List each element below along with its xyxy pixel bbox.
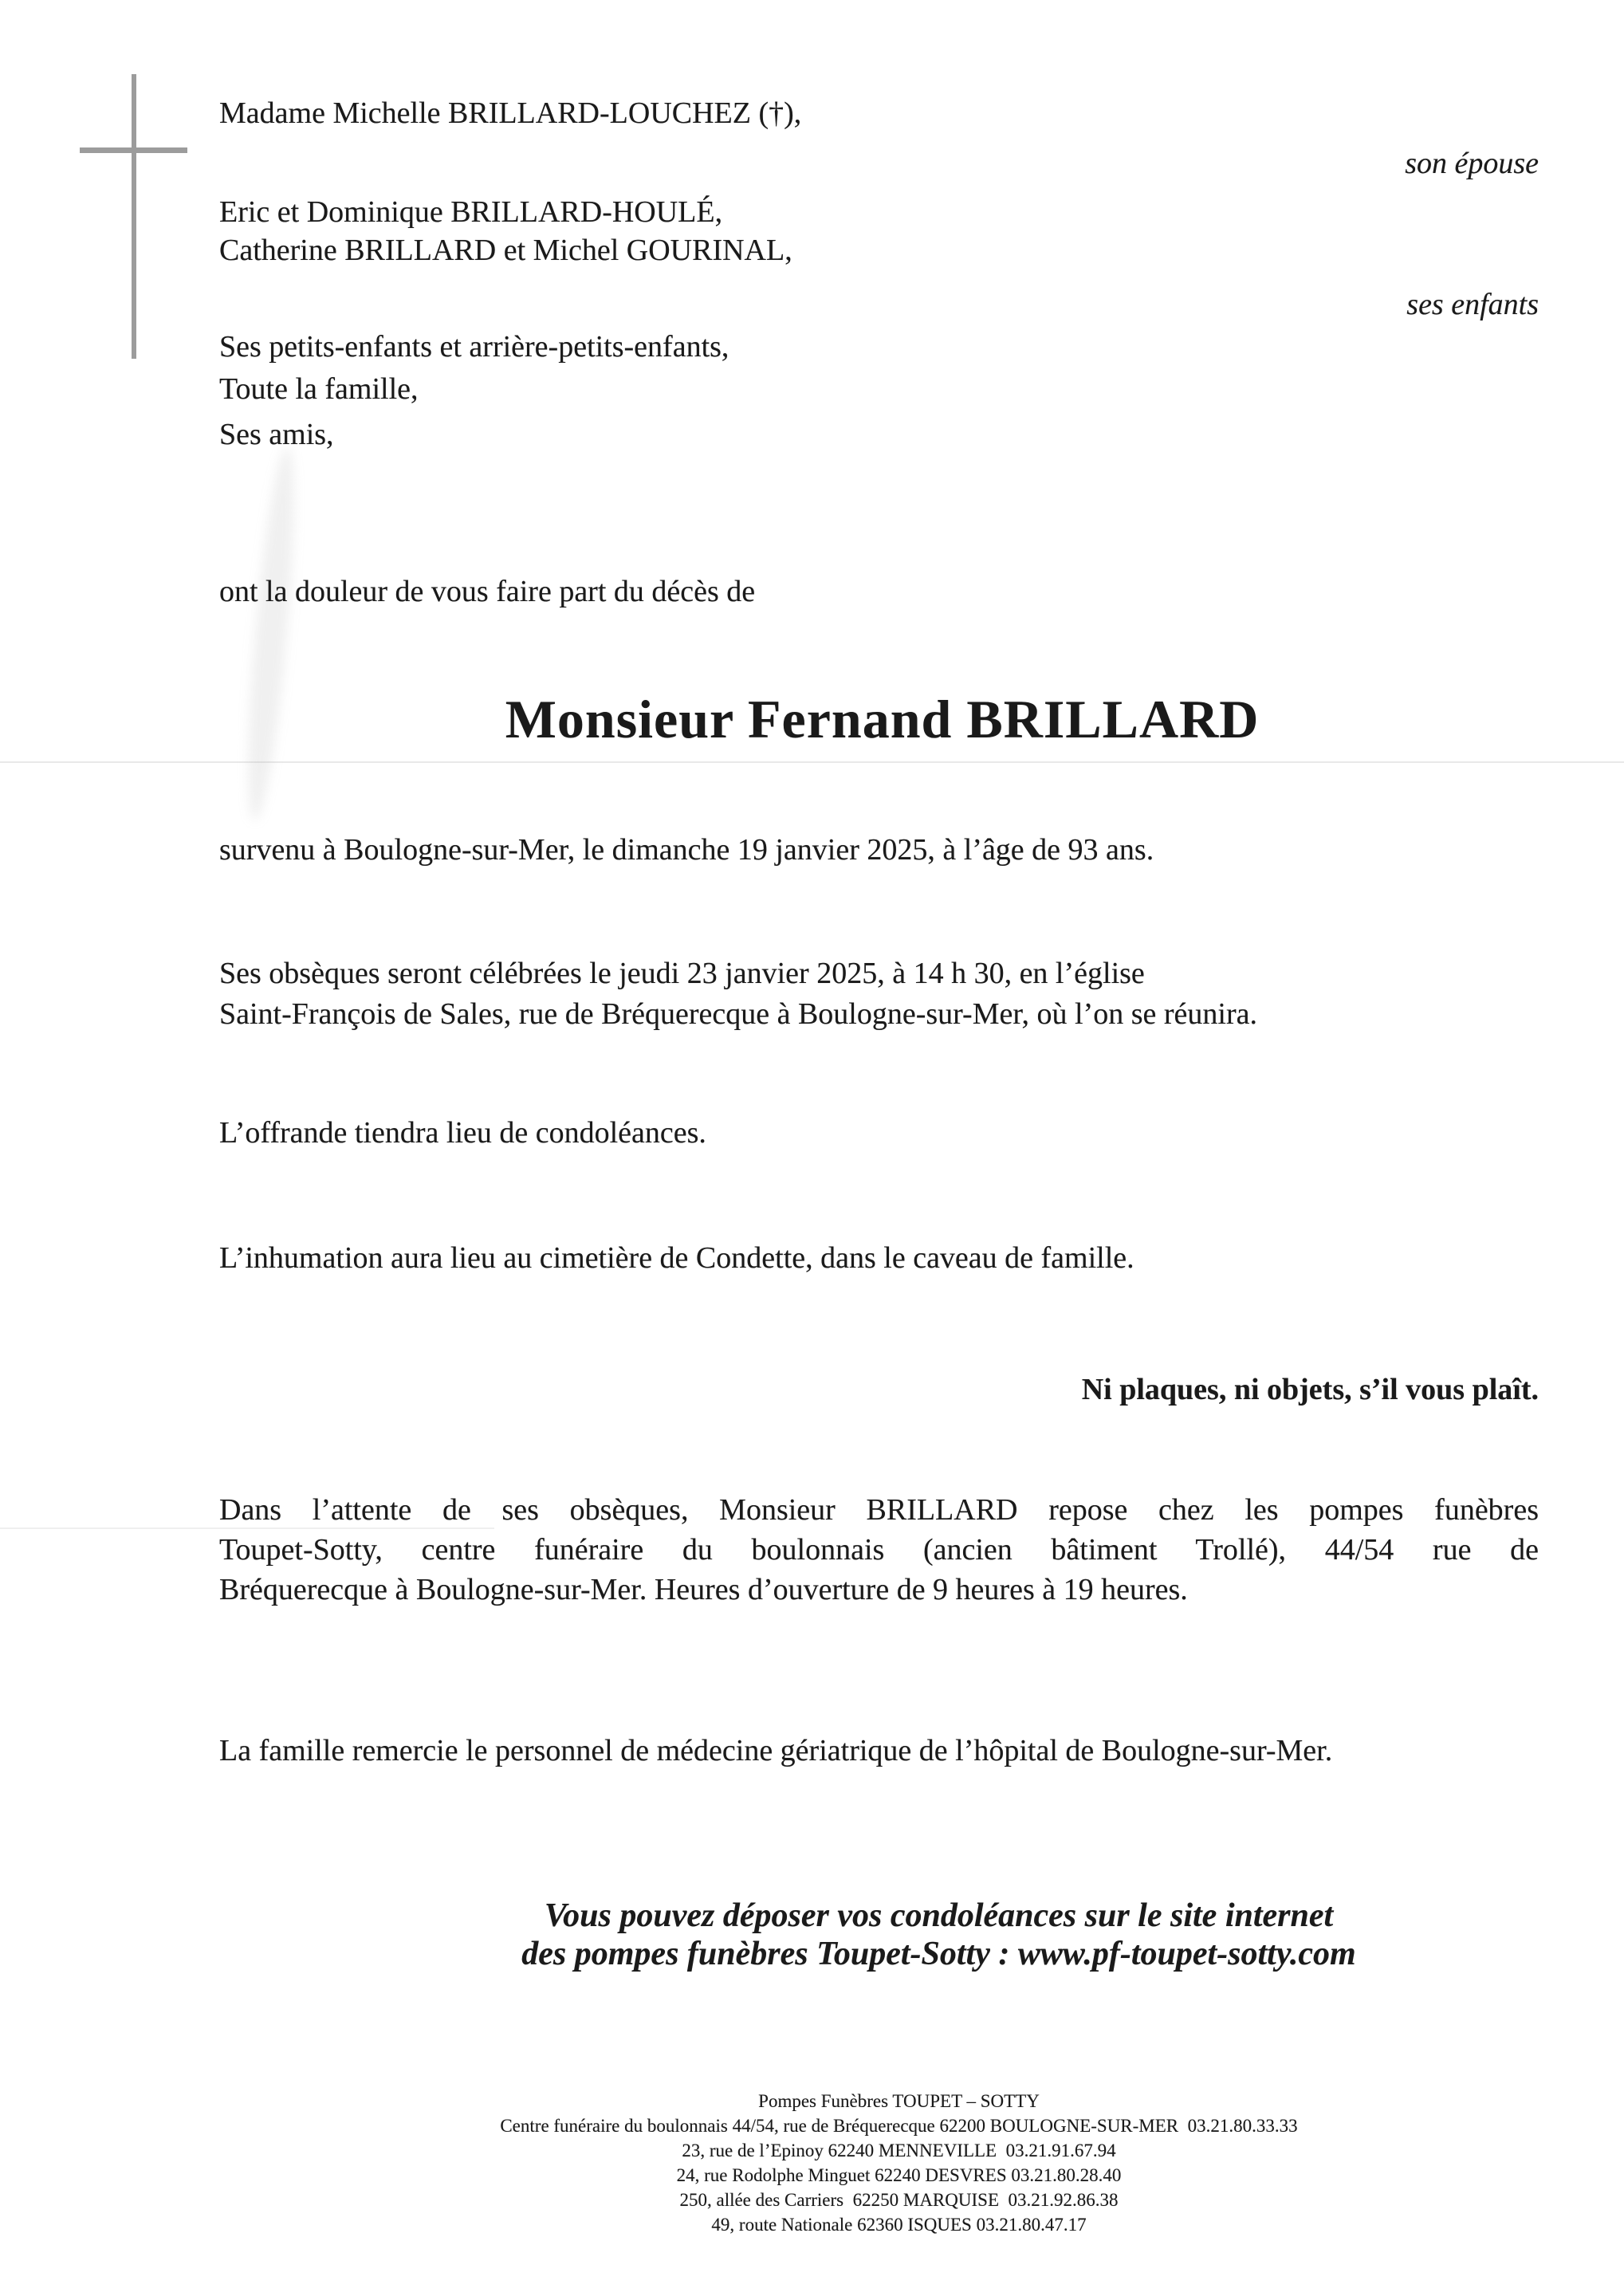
children-names-line-1: Eric et Dominique BRILLARD-HOULÉ, [219,195,723,229]
friends-line: Ses amis, [219,418,334,451]
spouse-relation-label: son épouse [1405,147,1539,180]
scan-artifact-smudge [239,446,304,822]
footer-location-line: 49, route Nationale 62360 ISQUES 03.21.80.47.17 [711,2215,1087,2235]
spouse-line: Madame Michelle BRILLARD-LOUCHEZ (†), [219,96,802,130]
cross-horizontal-bar [80,147,187,153]
footer-location-line: 24, rue Rodolphe Minguet 62240 DESVRES 03.21.80.28.40 [676,2165,1122,2185]
repose-line-1: Dans l’attente de ses obsèques, Monsieur BRILLARD repose chez les pompes funèbres [219,1493,1539,1527]
footer-location-line: 250, allée des Carriers 62250 MARQUISE 03.21.92.86.38 [679,2190,1119,2210]
offering-line: L’offrande tiendra lieu de condoléances. [219,1116,706,1150]
repose-line-2: Toupet-Sotty, centre funéraire du boulonnais (ancien bâtiment Trollé), 44/54 rue de [219,1533,1539,1567]
scan-artifact-line [0,761,1624,763]
cross-vertical-bar [132,74,136,359]
footer-location-line: Centre funéraire du boulonnais 44/54, rue de Bréquerecque 62200 BOULOGNE-SUR-MER 03.21.80.33.33 [500,2116,1298,2136]
footer-location-line: 23, rue de l’Epinoy 62240 MENNEVILLE 03.21.91.67.94 [682,2141,1116,2160]
ceremony-line-1: Ses obsèques seront célébrées le jeudi 23 janvier 2025, à 14 h 30, en l’église [219,957,1145,990]
thanks-line: La famille remercie le personnel de médecine gériatrique de l’hôpital de Boulogne-sur-Mer. [219,1734,1333,1767]
family-line: Toute la famille, [219,372,419,406]
ceremony-line-2: Saint-François de Sales, rue de Bréquerecque à Boulogne-sur-Mer, où l’on se réunira. [219,997,1257,1031]
repose-paragraph [219,1490,1539,1610]
condolences-line-1: Vous pouvez déposer vos condoléances sur le site internet [544,1897,1334,1934]
ceremony-paragraph [219,953,1539,1035]
burial-line: L’inhumation aura lieu au cimetière de Condette, dans le caveau de famille. [219,1241,1134,1275]
condolences-line-2: des pompes funèbres Toupet-Sotty : www.pf-toupet-sotty.com [521,1936,1356,1972]
footer-company-name: Pompes Funèbres TOUPET – SOTTY [758,2091,1040,2111]
intro-line: ont la douleur de vous faire part du décès de [219,575,756,608]
repose-line-3: Bréquerecque à Boulogne-sur-Mer. Heures d’ouverture de 9 heures à 19 heures. [219,1573,1188,1606]
grandchildren-line: Ses petits-enfants et arrière-petits-enfants, [219,330,729,364]
deceased-name-title: Monsieur Fernand BRILLARD [505,689,1260,749]
children-names-line-2: Catherine BRILLARD et Michel GOURINAL, [219,234,792,267]
no-plaques-request-line: Ni plaques, ni objets, s’il vous plaît. [1081,1373,1539,1406]
condolences-website-block [279,1897,1598,1973]
funeral-home-footer [239,2089,1559,2237]
death-details-line: survenu à Boulogne-sur-Mer, le dimanche 19 janvier 2025, à l’âge de 93 ans. [219,833,1154,867]
children-relation-label: ses enfants [1406,288,1539,321]
